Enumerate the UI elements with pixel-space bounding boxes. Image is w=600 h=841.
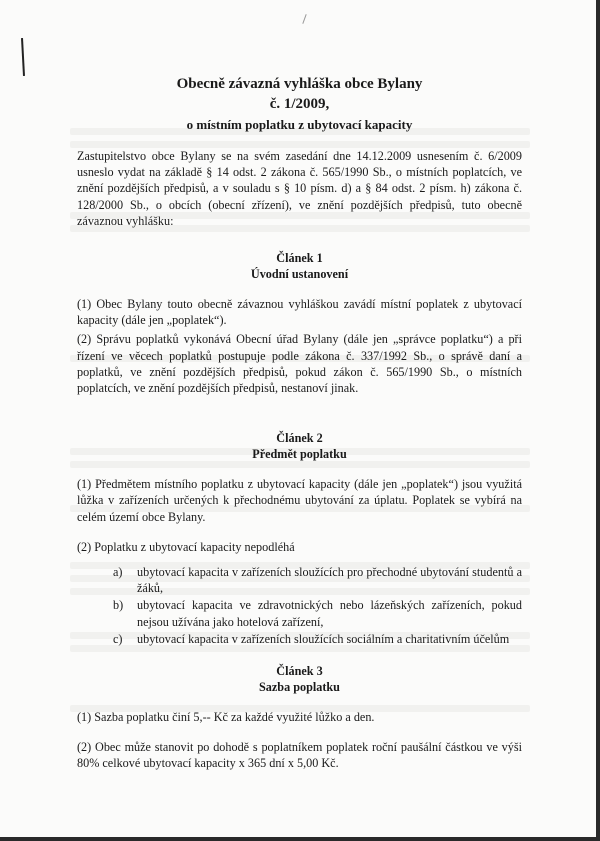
- article-1-paragraph-1: (1) Obec Bylany touto obecně závaznou vyhláškou zavádí místní poplatek z ubytovací kapacity (dále jen „poplatek“).: [77, 297, 522, 328]
- article-2-heading: Článek 2: [276, 431, 323, 446]
- scan-speck: [302, 14, 306, 24]
- article-2-subheading: Předmět poplatku: [252, 447, 347, 462]
- article-1-subheading: Úvodní ustanovení: [250, 267, 349, 282]
- document-body: [77, 74, 522, 772]
- list-item: [77, 597, 522, 629]
- article-2-paragraph-1: (1) Předmětem místního poplatku z ubytovací kapacity (dále jen „poplatek“) jsou využitá lůžka v zařízeních určených k přechodnému ubytování za úplatu. Poplatek se vybírá na celém území obce Bylany.: [77, 477, 522, 524]
- list-item-text: ubytovací kapacita ve zdravotnických nebo lázeňských zařízeních, pokud nejsou užívána jako hotelová zařízení,: [137, 598, 522, 629]
- article-3-subheading: Sazba poplatku: [259, 680, 340, 695]
- article-3-paragraph-1: (1) Sazba poplatku činí 5,-- Kč za každé využité lůžko a den.: [77, 710, 375, 725]
- list-item: [77, 564, 522, 596]
- document-subject: o místním poplatku z ubytovací kapacity: [186, 117, 413, 132]
- preamble-paragraph: Zastupitelstvo obce Bylany se na svém zasedání dne 14.12.2009 usnesením č. 6/2009 usneslo vydat na základě § 14 odst. 2 zákona č. 565/1990 Sb., o místních poplatcích, ve znění pozdějších předpisů, a v souladu s § 10 písm. d) a § 84 odst. 2 písm. h) zákona č. 128/2000 Sb., o obcích (obecní zřízení), ve znění pozdějších předpisů, tuto obecně závaznou vyhlášku:: [77, 149, 522, 228]
- margin-pen-mark: [21, 38, 25, 76]
- list-item-text: ubytovací kapacita v zařízeních sloužících sociálním a charitativním účelům: [137, 631, 510, 646]
- document-number: č. 1/2009,: [269, 96, 330, 112]
- article-1-paragraph-2: (2) Správu poplatků vykonává Obecní úřad Bylany (dále jen „správce poplatku“) a při řízení ve věcech poplatků postupuje podle zákona č. 337/1992 Sb., o správě daní a poplatků, ve znění pozdějších předpisů, pokud zákon č. 565/1990 Sb., o místních poplatcích, ve znění pozdějších předpisů, nestanoví jinak.: [77, 332, 522, 396]
- article-2-paragraph-2: (2) Poplatku z ubytovací kapacity nepodléhá: [77, 539, 295, 554]
- list-item-text: ubytovací kapacita v zařízeních sloužících pro přechodné ubytování studentů a žáků,: [137, 565, 522, 596]
- list-item: [77, 631, 522, 647]
- article-3-paragraph-2: (2) Obec může stanovit po dohodě s poplatníkem poplatek roční paušální částkou ve výši 80% celkové ubytovací kapacity x 365 dní x 5,00 Kč.: [77, 740, 522, 771]
- list-item-marker: b): [113, 598, 124, 613]
- document-title: Obecně závazná vyhláška obce Bylany: [176, 76, 423, 92]
- list-item-marker: c): [113, 631, 123, 646]
- exemption-list: [77, 564, 522, 647]
- article-1-heading: Článek 1: [276, 251, 323, 266]
- article-3-heading: Článek 3: [276, 664, 323, 679]
- list-item-marker: a): [113, 565, 123, 580]
